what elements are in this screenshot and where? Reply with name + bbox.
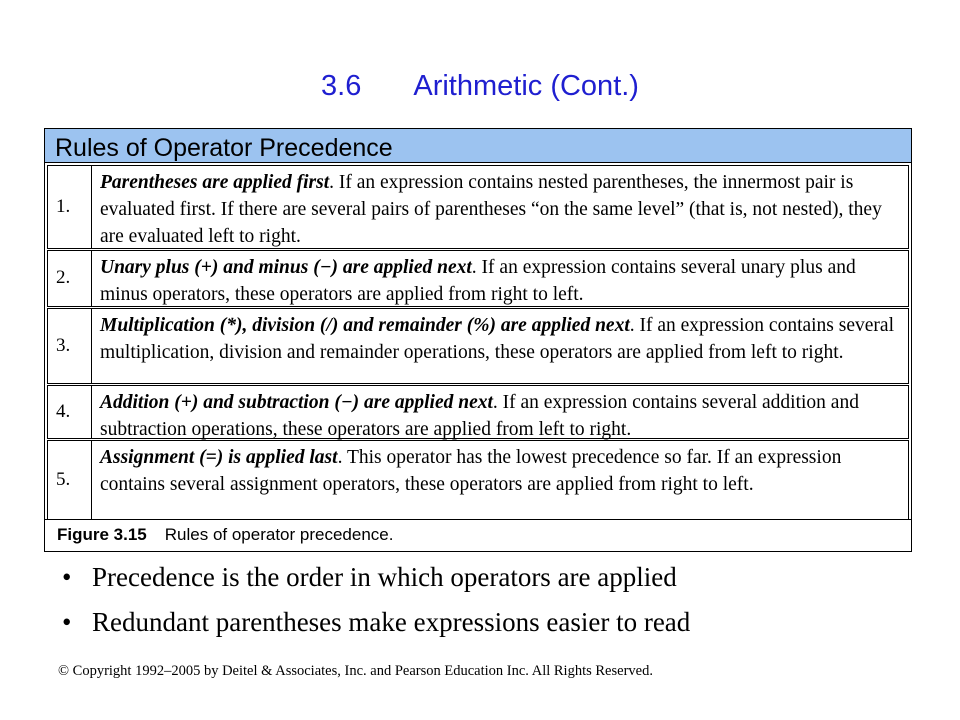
bullet-item-1 [62, 562, 677, 593]
rule-emphasis: Assignment (=) is applied last [100, 447, 338, 468]
rule-number: 3. [48, 309, 92, 383]
rule-row-5 [47, 440, 909, 520]
precedence-table [44, 128, 912, 552]
section-title: Arithmetic (Cont.) [413, 70, 639, 102]
section-number: 3.6 [321, 70, 362, 102]
rule-description: . If an expression contains several unary plus and minus operators, these operators are applied from right to left. [100, 257, 856, 305]
bullet-dot-icon: • [62, 607, 72, 637]
rule-row-1 [47, 165, 909, 249]
rule-number: 2. [48, 251, 92, 306]
rule-row-2 [47, 250, 909, 307]
rule-description: . If an expression contains several multiplication, division and remainder operations, these operators are applied from left to right. [100, 315, 894, 363]
rule-row-3 [47, 308, 909, 384]
rule-text [100, 254, 902, 308]
rule-emphasis: Unary plus (+) and minus (−) are applied next [100, 257, 472, 278]
rule-description: . This operator has the lowest precedence so far. If an expression contains several assignment operators, these operators are applied from right to left. [100, 447, 842, 495]
rule-row-4 [47, 385, 909, 439]
figure-caption-text: Rules of operator precedence. [164, 525, 394, 544]
bullet-text: Redundant parentheses make expressions easier to read [92, 607, 691, 637]
rule-number: 4. [48, 386, 92, 438]
copyright-notice: © Copyright 1992–2005 by Deitel & Associates, Inc. and Pearson Education Inc. All Rights Reserved. [58, 663, 653, 679]
rule-text [100, 444, 902, 498]
rule-text [100, 389, 902, 443]
figure-caption [45, 519, 911, 551]
rule-number: 5. [48, 441, 92, 519]
bullet-dot-icon: • [62, 562, 72, 592]
rule-emphasis: Multiplication (*), division (/) and remainder (%) are applied next [100, 315, 630, 336]
bullet-text: Precedence is the order in which operators are applied [92, 562, 677, 592]
rule-description: . If an expression contains nested parentheses, the innermost pair is evaluated first. If there are several pairs of parentheses “on the same level” (that is, not nested), they are evaluated left to right. [100, 172, 882, 247]
rule-emphasis: Addition (+) and subtraction (−) are applied next [100, 392, 493, 413]
slide-title [0, 70, 960, 103]
figure-label: Figure 3.15 [57, 525, 147, 544]
rule-description: . If an expression contains several addition and subtraction operations, these operators are applied from left to right. [100, 392, 859, 440]
rule-number: 1. [48, 166, 92, 248]
rule-text [100, 312, 902, 366]
bullet-item-2 [62, 607, 690, 638]
table-header: Rules of Operator Precedence [45, 129, 911, 163]
rule-emphasis: Parentheses are applied first [100, 172, 330, 193]
rule-text [100, 169, 902, 250]
